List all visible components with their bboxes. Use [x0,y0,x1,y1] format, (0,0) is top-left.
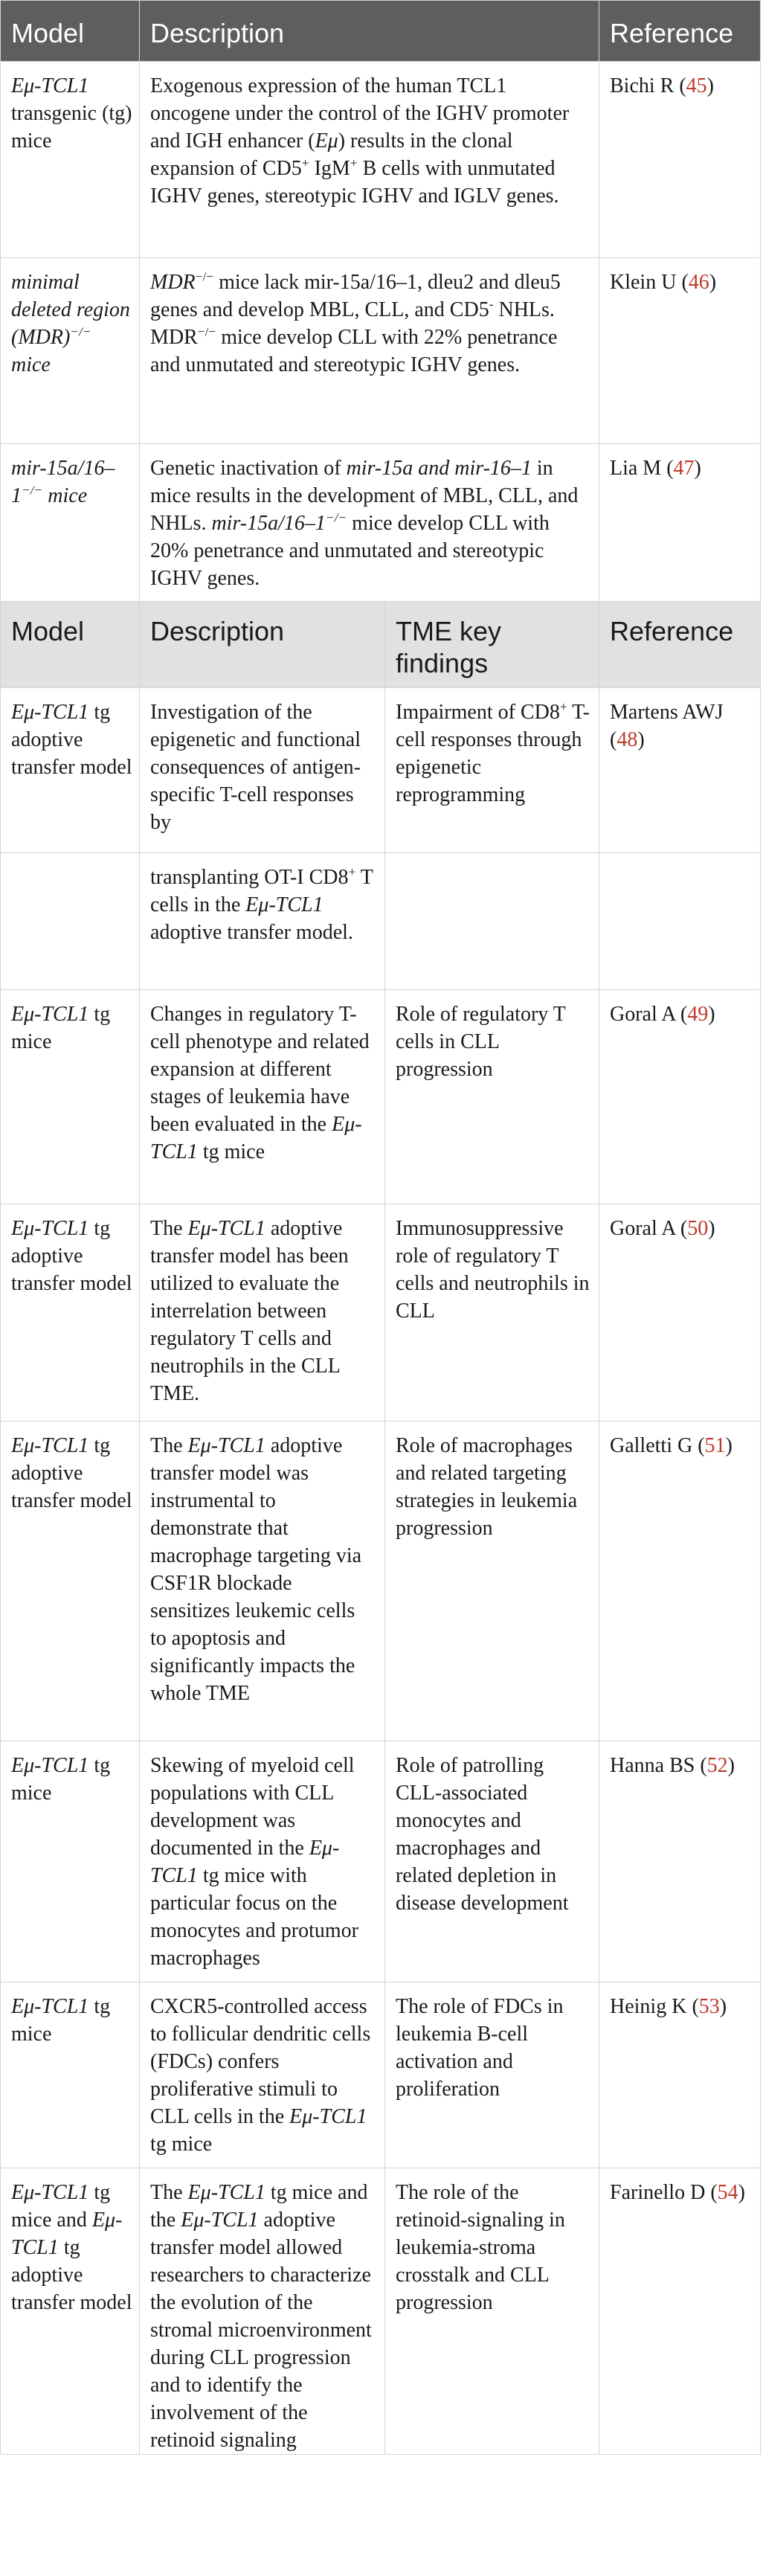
reference-link[interactable]: 47 [673,457,695,480]
table-header-row [1,602,761,688]
model-cell: Eμ-TCL1 transgenic (tg) mice [1,62,140,258]
description-cell: CXCR5-controlled access to follicular dendritic cells (FDCs) confers proliferative stimuli to CLL cells in the Eμ-TCL1 tg mice [140,1982,385,2168]
reference-cell: Klein U (46) [599,258,761,444]
tme-findings-cell: Role of patrolling CLL-associated monocytes and macrophages and related depletion in disease development [385,1741,599,1982]
reference-link[interactable]: 54 [717,2181,738,2204]
col-header-reference: Reference [599,1,761,62]
reference-cell: Galletti G (51) [599,1422,761,1741]
reference-cell: Heinig K (53) [599,1982,761,2168]
description-cell: The Eμ-TCL1 tg mice and the Eμ-TCL1 adoptive transfer model allowed researchers to characterize the evolution of the stromal microenvironment during CLL progression and to identify the involvement of the retinoid signaling [140,2168,385,2455]
model-cell: Eμ-TCL1 tg mice [1,1982,140,2168]
table-row [1,2168,761,2455]
model-cell: Eμ-TCL1 tg adoptive transfer model [1,1422,140,1741]
tme-findings-cell: Role of macrophages and related targeting strategies in leukemia progression [385,1422,599,1741]
reference-cell: Bichi R (45) [599,62,761,258]
reference-link[interactable]: 48 [616,728,638,751]
tme-findings-cell: Role of regulatory T cells in CLL progression [385,990,599,1204]
table-row [1,444,761,602]
model-cell [1,853,140,990]
col-header-tme-key-findings: TME key findings [385,602,599,688]
col-header-description: Description [140,602,385,688]
reference-link[interactable]: 51 [704,1434,726,1457]
table-row [1,1741,761,1982]
table-genetic-models [0,0,761,602]
table-tme-models [0,601,761,2455]
table-row [1,1982,761,2168]
description-cell: Skewing of myeloid cell populations with CLL development was documented in the Eμ-TCL1 tg mice with particular focus on the monocytes and protumor macrophages [140,1741,385,1982]
description-cell: Genetic inactivation of mir-15a and mir-16–1 in mice results in the development of MBL, CLL, and NHLs. mir-15a/16–1−/− mice develop CLL with 20% penetrance and unmutated and stereotypic IGHV genes. [140,444,599,602]
reference-cell: Goral A (49) [599,990,761,1204]
tme-findings-cell [385,853,599,990]
table-row [1,62,761,258]
reference-cell: Hanna BS (52) [599,1741,761,1982]
model-cell: Eμ-TCL1 tg mice [1,990,140,1204]
description-cell: Investigation of the epigenetic and functional consequences of antigen-specific T-cell responses by [140,688,385,853]
table-row [1,1204,761,1422]
reference-link[interactable]: 46 [688,271,709,294]
table-row [1,853,761,990]
tme-findings-cell: The role of the retinoid-signaling in leukemia-stroma crosstalk and CLL progression [385,2168,599,2455]
reference-link[interactable]: 45 [686,74,707,97]
description-cell: Changes in regulatory T-cell phenotype and related expansion at different stages of leukemia have been evaluated in the Eμ-TCL1 tg mice [140,990,385,1204]
description-cell: The Eμ-TCL1 adoptive transfer model was instrumental to demonstrate that macrophage targeting via CSF1R blockade sensitizes leukemic cells to apoptosis and significantly impacts the whole TME [140,1422,385,1741]
reference-link[interactable]: 49 [687,1003,709,1026]
model-cell: Eμ-TCL1 tg adoptive transfer model [1,1204,140,1422]
col-header-description: Description [140,1,599,62]
model-cell: minimal deleted region (MDR)−/− mice [1,258,140,444]
reference-link[interactable]: 53 [698,1995,720,2018]
table-row [1,688,761,853]
description-cell: The Eμ-TCL1 adoptive transfer model has been utilized to evaluate the interrelation between regulatory T cells and neutrophils in the CLL TME. [140,1204,385,1422]
model-cell: mir-15a/16–1−/− mice [1,444,140,602]
tme-findings-cell: Immunosuppressive role of regulatory T cells and neutrophils in CLL [385,1204,599,1422]
table-row [1,258,761,444]
reference-cell: Martens AWJ (48) [599,688,761,853]
reference-cell: Goral A (50) [599,1204,761,1422]
col-header-model: Model [1,1,140,62]
model-cell: Eμ-TCL1 tg mice [1,1741,140,1982]
reference-link[interactable]: 52 [706,1754,728,1777]
col-header-reference: Reference [599,602,761,688]
model-cell: Eμ-TCL1 tg mice and Eμ-TCL1 tg adoptive transfer model [1,2168,140,2455]
description-cell: transplanting OT-I CD8+ T cells in the Eμ-TCL1 adoptive transfer model. [140,853,385,990]
table-header-row [1,1,761,62]
reference-cell [599,853,761,990]
tme-findings-cell: Impairment of CD8+ T-cell responses through epigenetic reprogramming [385,688,599,853]
reference-cell: Lia M (47) [599,444,761,602]
reference-cell: Farinello D (54) [599,2168,761,2455]
description-cell: Exogenous expression of the human TCL1 oncogene under the control of the IGHV promoter and IGH enhancer (Eμ) results in the clonal expansion of CD5+ IgM+ B cells with unmutated IGHV genes, stereotypic IGHV and IGLV genes. [140,62,599,258]
table-row [1,990,761,1204]
reference-link[interactable]: 50 [687,1217,709,1240]
col-header-model: Model [1,602,140,688]
model-cell: Eμ-TCL1 tg adoptive transfer model [1,688,140,853]
tme-findings-cell: The role of FDCs in leukemia B-cell activation and proliferation [385,1982,599,2168]
table-row [1,1422,761,1741]
description-cell: MDR−/− mice lack mir-15a/16–1, dleu2 and dleu5 genes and develop MBL, CLL, and CD5- NHLs. MDR−/− mice develop CLL with 22% penetrance and unmutated and stereotypic IGHV genes. [140,258,599,444]
